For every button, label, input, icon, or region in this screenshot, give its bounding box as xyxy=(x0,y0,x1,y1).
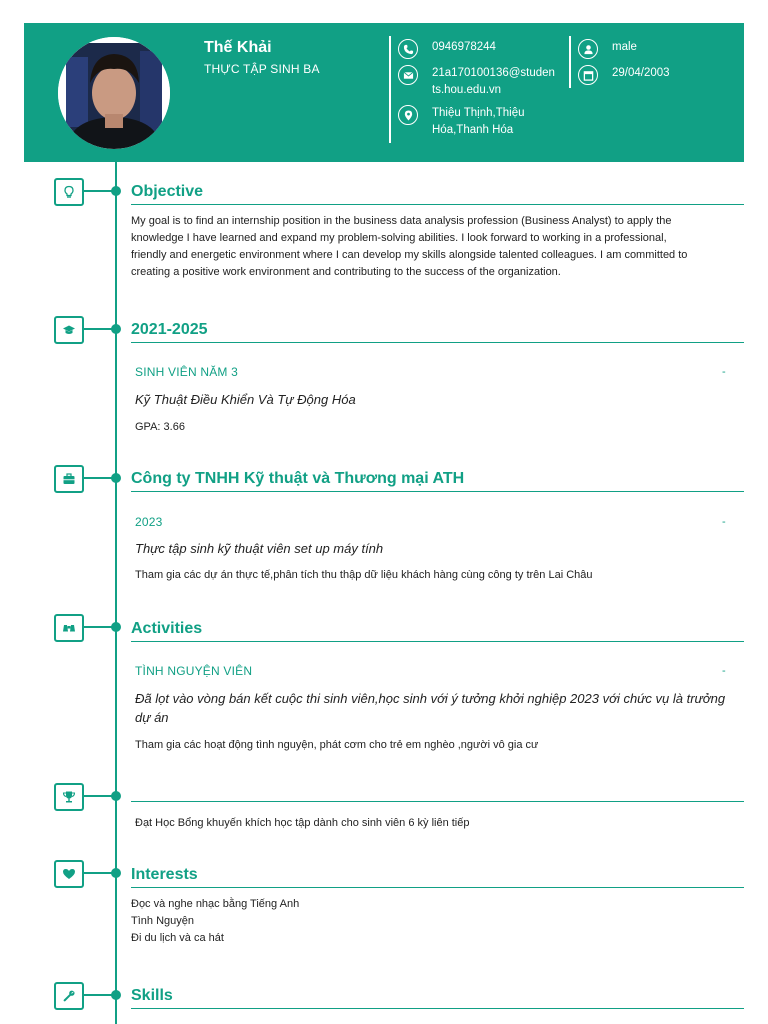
experience-position: Thực tập sinh kỹ thuật viên set up máy tính xyxy=(135,541,384,556)
section-rule xyxy=(131,801,744,802)
heart-icon xyxy=(54,860,84,888)
objective-line: knowledge I have learned and expand my problem-solving abilities. I look forward to working in a professional, xyxy=(131,232,667,244)
experience-subtitle: 2023 xyxy=(135,515,163,529)
dob-info xyxy=(578,65,670,85)
objective-line: friendly and energetic environment where I can develop my skills alongside talented colleagues. I am committed to xyxy=(131,249,688,261)
section-title-objective: Objective xyxy=(131,183,204,200)
gender: male xyxy=(612,41,637,53)
section-rule xyxy=(131,887,744,888)
graduation-cap-icon xyxy=(54,316,84,344)
activities-achievement xyxy=(135,689,740,727)
timeline-dot xyxy=(111,324,121,334)
award-text: Đạt Học Bổng khuyến khích học tập dành cho sinh viên 6 kỳ liên tiếp xyxy=(135,817,470,829)
education-subtitle: SINH VIÊN NĂM 3 xyxy=(135,365,239,379)
timeline-dot xyxy=(111,473,121,483)
candidate-role: THỰC TẬP SINH BA xyxy=(204,62,320,76)
education-date-dash: - xyxy=(722,366,726,378)
section-rule xyxy=(131,204,744,205)
timeline-dot xyxy=(111,791,121,801)
section-title-education: 2021-2025 xyxy=(131,321,208,338)
profile-header xyxy=(24,23,744,162)
timeline-dot xyxy=(111,990,121,1000)
list-item: Đi du lịch và ca hát xyxy=(131,932,224,944)
lightbulb-icon xyxy=(54,178,84,206)
address-info xyxy=(398,105,524,139)
address-line-1: Thiệu Thịnh,Thiệu xyxy=(432,107,525,119)
timeline-line xyxy=(115,162,117,1024)
education-gpa: GPA: 3.66 xyxy=(135,421,185,433)
experience-date-dash: - xyxy=(722,516,726,528)
phone-number: 0946978244 xyxy=(432,41,496,53)
timeline-connector xyxy=(84,872,114,874)
objective-text xyxy=(131,213,739,281)
section-rule xyxy=(131,342,744,343)
section-rule xyxy=(131,491,744,492)
email-icon xyxy=(398,65,418,85)
phone-info xyxy=(398,39,496,59)
activities-date-dash: - xyxy=(722,665,726,677)
section-rule xyxy=(131,641,744,642)
header-divider xyxy=(569,36,571,88)
calendar-icon xyxy=(578,65,598,85)
candidate-name: Thế Khải xyxy=(204,39,272,56)
list-item: Tình Nguyện xyxy=(131,915,194,927)
timeline-connector xyxy=(84,190,114,192)
timeline-dot xyxy=(111,622,121,632)
trophy-icon xyxy=(54,783,84,811)
activities-description: Tham gia các hoạt động tình nguyện, phát cơm cho trẻ em nghèo ,người vô gia cư xyxy=(135,739,539,751)
email-info xyxy=(398,65,555,99)
binoculars-icon xyxy=(54,614,84,642)
activities-achievement-line: dự án xyxy=(135,710,169,725)
user-icon xyxy=(578,39,598,59)
list-item: Đọc và nghe nhạc bằng Tiếng Anh xyxy=(131,898,300,910)
objective-line: creating a positive work environment and contributing to the success of the organization. xyxy=(131,266,561,278)
timeline-connector xyxy=(84,626,114,628)
header-divider xyxy=(389,36,391,143)
email-line-1: 21a170100136@studen xyxy=(432,67,555,79)
date-of-birth: 29/04/2003 xyxy=(612,67,670,79)
location-icon xyxy=(398,105,418,125)
objective-line: My goal is to find an internship position in the business data analysis profession (Business Analyst) to apply the xyxy=(131,215,672,227)
phone-icon xyxy=(398,39,418,59)
activities-achievement-line: Đã lọt vào vòng bán kết cuộc thi sinh viên,học sinh với ý tưởng khởi nghiệp 2023 với chức vụ là trưởng xyxy=(135,691,726,706)
timeline-dot xyxy=(111,186,121,196)
interests-list xyxy=(131,896,299,947)
section-title-activities: Activities xyxy=(131,620,203,637)
address-line-2: Hóa,Thanh Hóa xyxy=(432,124,514,136)
timeline-connector xyxy=(84,994,114,996)
education-major: Kỹ Thuật Điều Khiển Và Tự Động Hóa xyxy=(135,392,356,407)
gender-info xyxy=(578,39,637,59)
timeline-dot xyxy=(111,868,121,878)
experience-description: Tham gia các dự án thực tế,phân tích thu thập dữ liệu khách hàng cùng công ty trên Lai Châu xyxy=(135,569,593,581)
section-rule xyxy=(131,1008,744,1009)
wrench-icon xyxy=(54,982,84,1010)
section-title-interests: Interests xyxy=(131,866,198,883)
email-line-2: ts.hou.edu.vn xyxy=(432,84,502,96)
briefcase-icon xyxy=(54,465,84,493)
section-title-experience: Công ty TNHH Kỹ thuật và Thương mại ATH xyxy=(131,470,465,487)
activities-subtitle: TÌNH NGUYỆN VIÊN xyxy=(135,664,253,678)
avatar xyxy=(58,37,170,149)
timeline-connector xyxy=(84,795,114,797)
timeline-connector xyxy=(84,477,114,479)
timeline-connector xyxy=(84,328,114,330)
section-title-skills: Skills xyxy=(131,987,173,1004)
